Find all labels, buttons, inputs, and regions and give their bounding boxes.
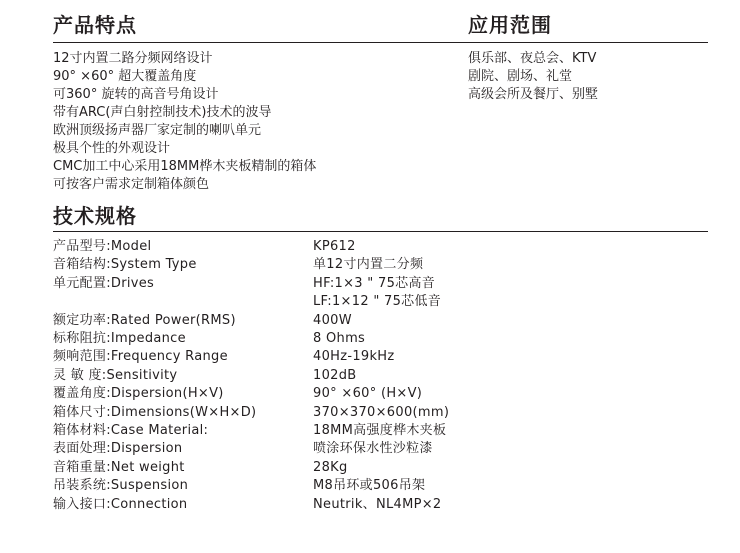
spec-label: 音箱重量:Net weight bbox=[53, 459, 185, 475]
specs-divider bbox=[53, 231, 708, 232]
spec-row bbox=[53, 422, 449, 440]
spec-row bbox=[53, 385, 449, 403]
spec-value: Neutrik、NL4MP×2 bbox=[313, 496, 442, 512]
top-divider bbox=[53, 42, 708, 43]
spec-value: LF:1×12 " 75芯低音 bbox=[313, 294, 442, 310]
spec-label: 标称阻抗:Impedance bbox=[53, 331, 186, 347]
spec-value: 8 Ohms bbox=[313, 331, 366, 347]
spec-label bbox=[53, 293, 313, 311]
spec-row bbox=[53, 348, 449, 366]
spec-value: 370×370×600(mm) bbox=[313, 404, 450, 420]
spec-label: 箱体材料:Case Material: bbox=[53, 423, 209, 439]
spec-value: 90° ×60° (H×V) bbox=[313, 386, 423, 402]
spec-label: 覆盖角度:Dispersion(H×V) bbox=[53, 386, 224, 402]
applications-heading: 应用范围 bbox=[468, 13, 552, 37]
spec-row bbox=[53, 275, 449, 293]
spec-value: 102dB bbox=[313, 367, 357, 383]
spec-label: 灵 敏 度:Sensitivity bbox=[53, 367, 178, 383]
spec-label: 输入接口:Connection bbox=[53, 496, 188, 512]
spec-label: 频响范围:Frequency Range bbox=[53, 349, 228, 365]
spec-value: HF:1×3 " 75芯高音 bbox=[313, 275, 436, 291]
spec-row bbox=[53, 238, 449, 256]
applications-list bbox=[468, 50, 598, 104]
feature-item: 90° ×60° 超大覆盖角度 bbox=[53, 69, 197, 84]
feature-item: CMC加工中心采用18MM桦木夹板精制的箱体 bbox=[53, 159, 317, 174]
specs-heading: 技术规格 bbox=[53, 204, 137, 228]
spec-label: 吊装系统:Suspension bbox=[53, 478, 189, 494]
application-item: 高级会所及餐厅、别墅 bbox=[468, 87, 599, 102]
spec-value: 单12寸内置二分频 bbox=[313, 257, 424, 273]
features-list bbox=[53, 50, 316, 194]
feature-item: 极具个性的外观设计 bbox=[53, 141, 171, 156]
spec-value: 28Kg bbox=[313, 459, 348, 475]
specs-table bbox=[53, 238, 449, 514]
spec-row bbox=[53, 477, 449, 495]
spec-value: M8吊环或506吊架 bbox=[313, 478, 426, 494]
spec-row bbox=[53, 312, 449, 330]
spec-value: 40Hz-19kHz bbox=[313, 349, 395, 365]
spec-label: 音箱结构:System Type bbox=[53, 257, 197, 273]
feature-item: 带有ARC(声白射控制技术)技术的波导 bbox=[53, 105, 272, 120]
feature-item: 可按客户需求定制箱体颜色 bbox=[53, 177, 210, 192]
spec-label: 表面处理:Dispersion bbox=[53, 441, 183, 457]
spec-row bbox=[53, 459, 449, 477]
spec-row bbox=[53, 293, 449, 311]
spec-value: 喷涂环保水性沙粒漆 bbox=[313, 441, 433, 457]
spec-value: 400W bbox=[313, 312, 352, 328]
application-item: 剧院、剧场、礼堂 bbox=[468, 69, 573, 84]
features-heading: 产品特点 bbox=[53, 13, 137, 37]
spec-row bbox=[53, 404, 449, 422]
spec-row bbox=[53, 440, 449, 458]
spec-label: 箱体尺寸:Dimensions(W×H×D) bbox=[53, 404, 257, 420]
spec-label: 额定功率:Rated Power(RMS) bbox=[53, 312, 236, 328]
spec-label: 产品型号:Model bbox=[53, 239, 152, 254]
spec-row bbox=[53, 367, 449, 385]
spec-row bbox=[53, 330, 449, 348]
spec-value: KP612 bbox=[313, 239, 356, 254]
spec-row bbox=[53, 496, 449, 514]
feature-item: 欧洲顶级扬声器厂家定制的喇叭单元 bbox=[53, 123, 262, 138]
feature-item: 可360° 旋转的高音号角设计 bbox=[53, 87, 219, 102]
feature-item: 12寸内置二路分频网络设计 bbox=[53, 51, 213, 66]
spec-row bbox=[53, 256, 449, 274]
spec-value: 18MM高强度桦木夹板 bbox=[313, 423, 447, 439]
application-item: 俱乐部、夜总会、KTV bbox=[468, 51, 597, 66]
spec-label: 单元配置:Drives bbox=[53, 275, 155, 291]
